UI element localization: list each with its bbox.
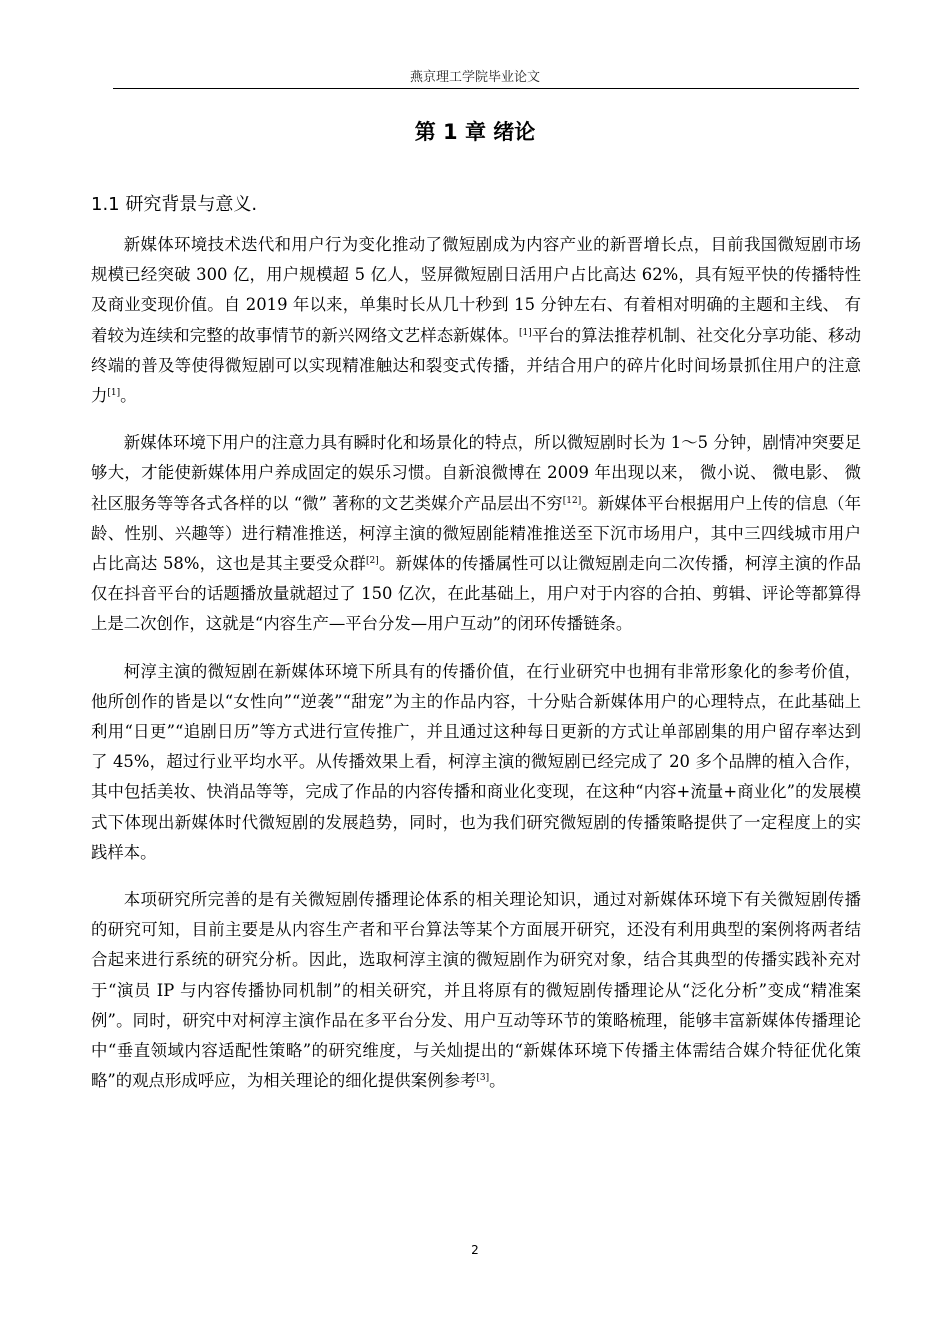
paragraph-4 bbox=[91, 885, 861, 1096]
citation-ref: [2] bbox=[365, 556, 379, 567]
running-header: 燕京理工学院毕业论文 bbox=[409, 70, 540, 85]
paragraph-text: 。新媒体平台根据用户上传的信息（年龄、性别、兴趣等）进行精准推送，柯淳主演的微短剧能精准推送至下沉市场用户，其中三四线城市用户占比高达 58%，这也是其主要受众群 bbox=[91, 493, 861, 574]
paragraph-text: 新媒体环境技术迭代和用户行为变化推动了微短剧成为内容产业的新晋增长点，目前我国微短剧市场规模已经突破 300 亿，用户规模超 5 亿人，竖屏微短剧日活用户占比高达 62%，具有短平快的传播特性及商业变现价值。自 2019 年以来，单集时长从几十秒到 15 分钟左右、有着相对明确的主题和主线、 有着较为连续和完整的故事情节的新兴网络文艺样态新媒体。 bbox=[91, 235, 861, 345]
paragraph-text: 。 bbox=[120, 386, 137, 406]
body-text bbox=[91, 230, 861, 1096]
citation-ref: [3] bbox=[476, 1073, 490, 1084]
paragraph-text: 平台的算法推荐机制、社交化分享功能、移动终端的普及等使得微短剧可以实现精准触达和裂变式传播，并结合用户的碎片化时间场景抓住用户的注意力 bbox=[91, 325, 862, 406]
citation-ref: [1] bbox=[519, 327, 532, 338]
paragraph-1 bbox=[91, 230, 861, 411]
citation-ref: [12] bbox=[562, 495, 582, 506]
paragraph-text: 新媒体环境下用户的注意力具有瞬时化和场景化的特点，所以微短剧时长为 1～5 分钟，剧情冲突要足够大，才能使新媒体用户养成固定的娱乐习惯。自新浪微博在 2009 年出现以来， 微小说、 微电影、 微社区服务等等各式各样的以 “微” 著称的文艺类媒介产品层出不穷 bbox=[91, 433, 861, 513]
page-number: 2 bbox=[471, 1243, 479, 1257]
header-divider bbox=[113, 88, 859, 89]
paragraph-2 bbox=[91, 428, 861, 639]
paragraph-3 bbox=[91, 657, 861, 868]
citation-ref: [1] bbox=[107, 388, 121, 399]
paragraph-text: 本项研究所完善的是有关微短剧传播理论体系的相关理论知识，通过对新媒体环境下有关微短剧传播的研究可知，目前主要是从内容生产者和平台算法等某个方面展开研究，还没有利用典型的案例将两者结合起来进行系统的研究分析。因此，选取柯淳主演的微短剧作为研究对象，结合其典型的传播实践补充对于“演员 IP 与内容传播协同机制”的相关研究，并且将原有的微短剧传播理论从“泛化分析”变成“精准案例”。同时，研究中对柯淳主演作品在多平台分发、用户互动等环节的策略梳理，能够丰富新媒体传播理论中“垂直领域内容适配性策略”的研究维度，与关灿提出的“新媒体环境下传播主体需结合媒介特征优化策略”的观点形成呼应，为相关理论的细化提供案例参考 bbox=[91, 890, 861, 1091]
chapter-title: 第 1 章 绪论 bbox=[414, 120, 536, 144]
paragraph-text: 。 bbox=[489, 1071, 506, 1091]
section-heading: 1.1 研究背景与意义. bbox=[91, 194, 258, 215]
paragraph-text: 。新媒体的传播属性可以让微短剧走向二次传播，柯淳主演的作品仅在抖音平台的话题播放量就超过了 150 亿次，在此基础上，用户对于内容的合拍、剪辑、评论等都算得上是二次创作，这就是“内容生产—平台分发—用户互动”的闭环传播链条。 bbox=[91, 554, 861, 634]
paragraph-text: 柯淳主演的微短剧在新媒体环境下所具有的传播价值，在行业研究中也拥有非常形象化的参考价值，他所创作的皆是以“女性向”“逆袭”“甜宠”为主的作品内容，十分贴合新媒体用户的心理特点，在此基础上利用“日更”“追剧日历”等方式进行宣传推广，并且通过这种每日更新的方式让单部剧集的用户留存率达到了 45%，超过行业平均水平。从传播效果上看，柯淳主演的微短剧已经完成了 20 多个品牌的植入合作，其中包括美妆、快消品等等，完成了作品的内容传播和商业化变现，在这种“内容+流量+商业化”的发展模式下体现出新媒体时代微短剧的发展趋势，同时，也为我们研究微短剧的传播策略提供了一定程度上的实践样本。 bbox=[91, 661, 861, 862]
